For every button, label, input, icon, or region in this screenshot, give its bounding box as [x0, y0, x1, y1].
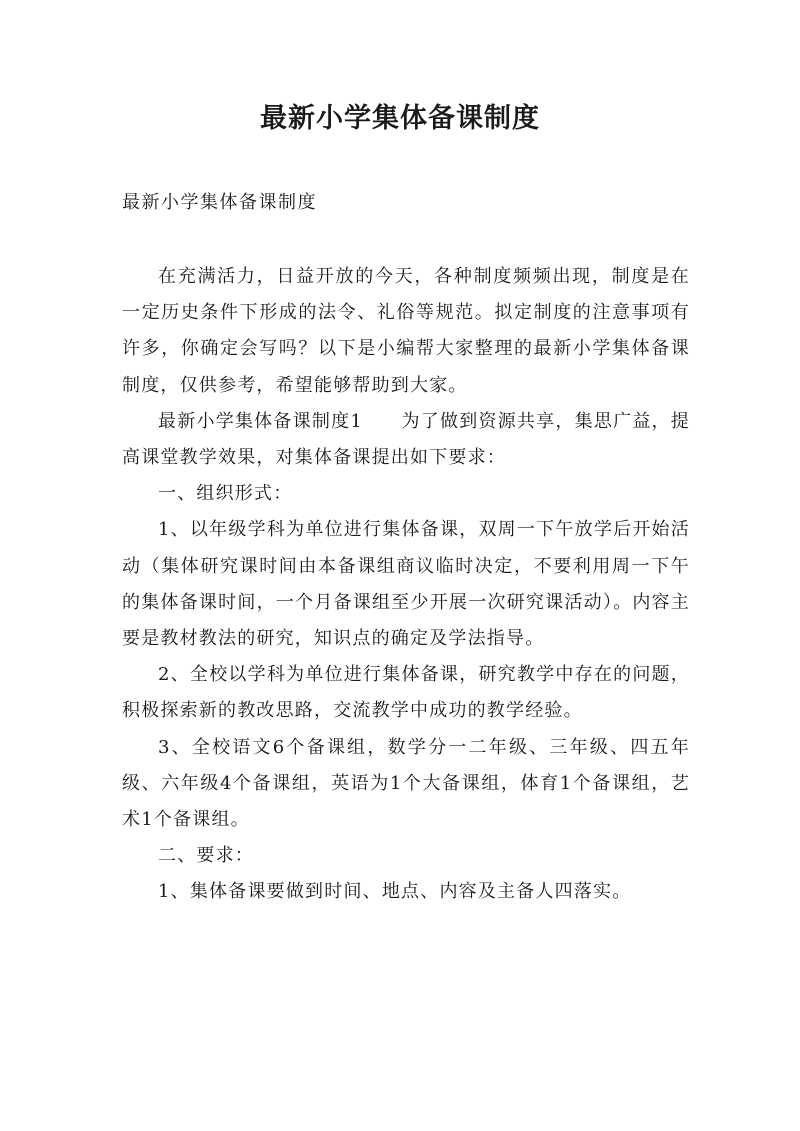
paragraph-item-1: 1、以年级学科为单位进行集体备课，双周一下午放学后开始活动（集体研究课时间由本备课组商议临时决定，不要利用周一下午的集体备课时间，一个月备课组至少开展一次研究课活动）。内容主要是教材教法的研究，知识点的确定及学法指导。	[122, 519, 690, 650]
paragraph-intro: 在充满活力，日益开放的今天，各种制度频频出现，制度是在一定历史条件下形成的法令、礼俗等规范。拟定制度的注意事项有许多，你确定会写吗？以下是小编帮大家整理的最新小学集体备课制度，仅供参考，希望能够帮助到大家。	[122, 266, 690, 396]
paragraph-requirement-1: 1、集体备课要做到时间、地点、内容及主备人四落实。	[158, 881, 632, 903]
paragraph-section-1: 最新小学集体备课制度1 为了做到资源共享，集思广益，提高课堂教学效果，对集体备课提出如下要求：	[122, 410, 690, 469]
document-subtitle: 最新小学集体备课制度	[122, 192, 317, 213]
page-title: 最新小学集体备课制度	[260, 103, 540, 134]
paragraph-item-2: 2、全校以学科为单位进行集体备课，研究教学中存在的问题，积极探索新的教改思路，交流教学中成功的教学经验。	[122, 664, 690, 722]
paragraph-heading-organization: 一、组织形式：	[158, 483, 293, 505]
document-body	[122, 259, 690, 911]
paragraph-item-3: 3、全校语文6个备课组，数学分一二年级、三年级、四五年级、六年级4个备课组，英语为1个大备课组，体育1个备课组，艺术1个备课组。	[122, 736, 690, 831]
paragraph-heading-requirements: 二、要求：	[158, 845, 254, 867]
